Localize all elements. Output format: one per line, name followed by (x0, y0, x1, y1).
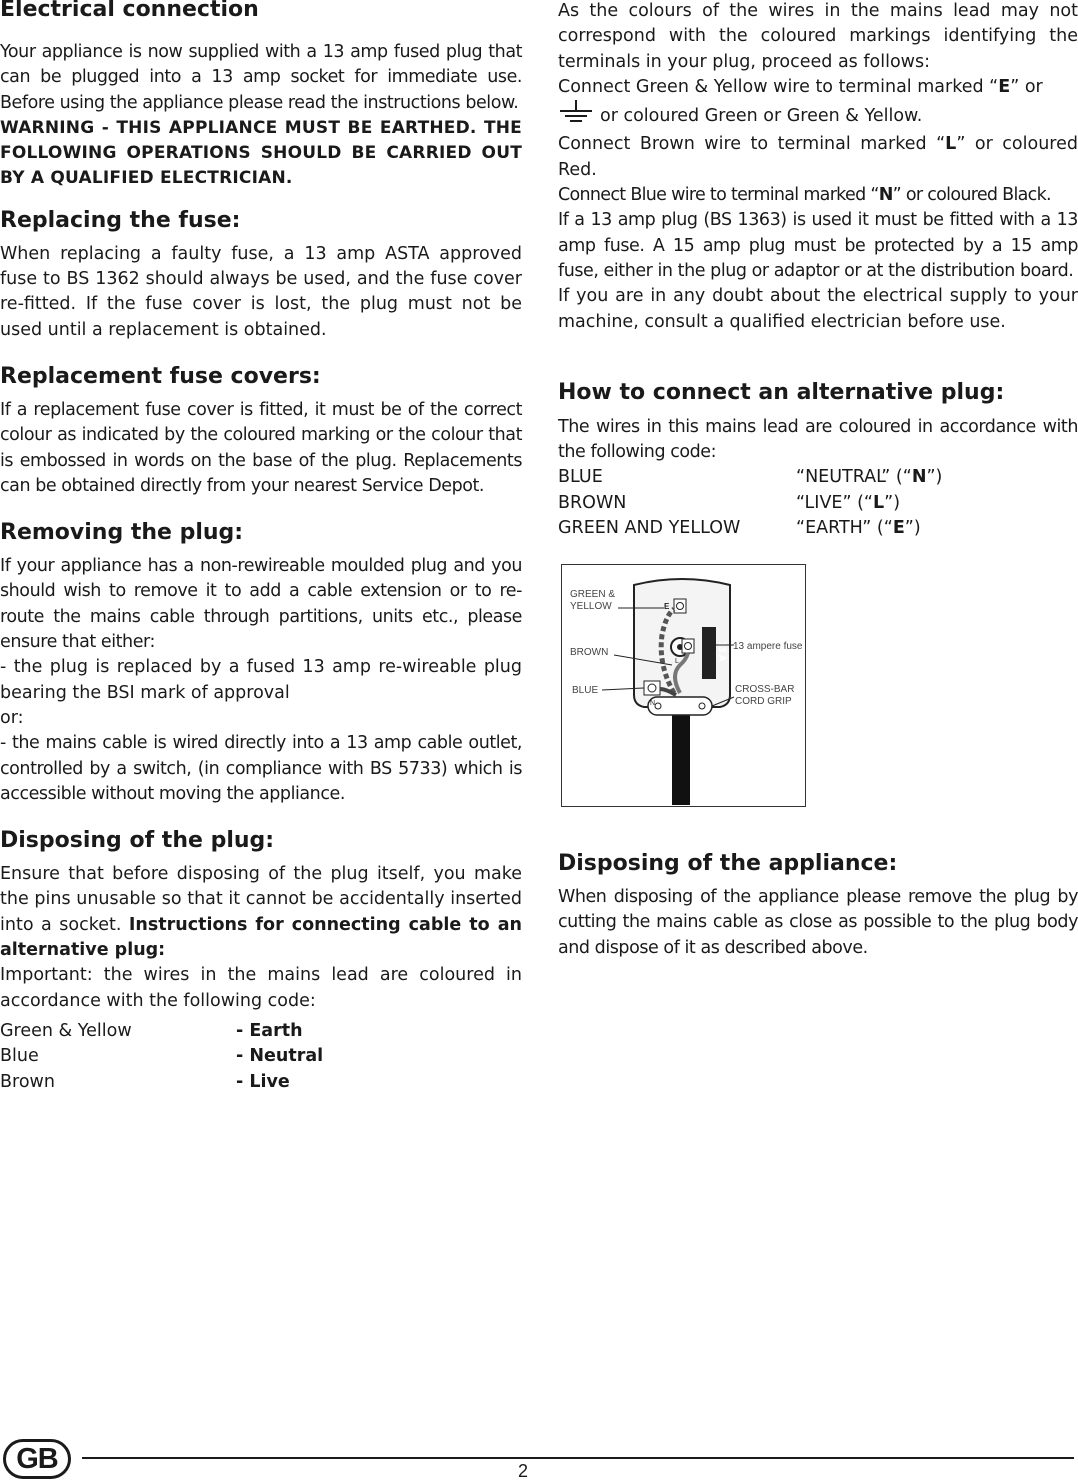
brown-label: BROWN (570, 647, 609, 658)
removing-plug-text-1: If your appliance has a non-rewireable moulded plug and you should wish to remove it to add a cable extension or to re-route the mains cable through partitions, units etc., please ensure that either: (0, 556, 522, 653)
right-column (558, 0, 1078, 541)
wire-code-row: Brown - Live (0, 1071, 290, 1092)
disposing-appliance-section (558, 851, 1078, 961)
removing-plug-text-2: - the plug is replaced by a fused 13 amp re-wireable plug bearing the BSI mark of approval (0, 657, 522, 703)
country-badge: GB (3, 1439, 71, 1479)
disposing-plug-heading: Disposing of the plug: (0, 828, 275, 854)
page-number: 2 (518, 1461, 529, 1481)
fuse-covers-text: If a replacement fuse cover is fitted, it must be of the correct colour as indicated by the coloured marking or the colour that is embossed in words on the base of the plug. Replacements can be obtained directly from your nearest Service Depot. (0, 399, 522, 496)
removing-plug-text-4: - the mains cable is wired directly into a 13 amp cable outlet, controlled by a switch, (in compliance with BS 5733) which is accessible without moving the appliance. (0, 733, 522, 804)
plug-13-amp-text: If a 13 amp plug (BS 1363) is used it must be fitted with a 13 amp fuse. A 15 amp plug must be protected by a 15 amp fuse, either in the plug or adaptor or at the distribution board. (558, 210, 1078, 281)
green-yellow-instruction: Connect Green & Yellow wire to terminal marked “E” or or coloured Green or Green & Yellow. (558, 75, 1078, 133)
disposing-appliance-text: When disposing of the appliance please remove the plug by cutting the mains cable as close as possible to the plug body and dispose of it as described above. (558, 887, 1078, 958)
green-yellow-label: GREEN & (570, 589, 616, 600)
replacing-fuse-heading: Replacing the fuse: (0, 207, 241, 233)
neutral-terminal (644, 681, 660, 695)
cord-grip-label: CORD GRIP (735, 696, 792, 707)
colour-intro-text: As the colours of the wires in the mains lead may not correspond with the coloured markings identifying the terminals in your plug, proceed as follows: (558, 1, 1078, 72)
alternative-code-row: GREEN AND YELLOW “EARTH” (“E”) (558, 518, 921, 539)
fuse (702, 627, 716, 679)
alternative-plug-text: The wires in this mains lead are coloured in accordance with the following code: (558, 416, 1078, 463)
blue-instruction: Connect Blue wire to terminal marked “N” or coloured Black. (558, 185, 1051, 206)
footer-rule (82, 1457, 1074, 1459)
electrical-connection-heading: Electrical connection (0, 0, 259, 22)
disposing-plug-text-2: Important: the wires in the mains lead are coloured in accordance with the following code: (0, 965, 522, 1011)
electrical-intro-text: Your appliance is now supplied with a 13 amp fused plug that can be plugged into a 13 amp socket for immediate use. Before using the appliance please read the instructions below. (0, 42, 522, 113)
earth-terminal (674, 599, 686, 613)
blue-label: BLUE (572, 685, 599, 696)
terminal-n-label: N (650, 700, 656, 707)
alternative-code-row: BLUE “NEUTRAL” (“N”) (558, 467, 943, 488)
removing-plug-text-3: or: (0, 707, 24, 728)
brown-instruction: Connect Brown wire to terminal marked “L” or coloured Red. (558, 134, 1078, 180)
doubt-text: If you are in any doubt about the electrical supply to your machine, consult a qualified electrician before use. (558, 286, 1078, 332)
fuse-marking: 13 A (716, 641, 727, 662)
wire-code-row: Blue - Neutral (0, 1046, 324, 1067)
disposing-appliance-heading: Disposing of the appliance: (558, 851, 898, 876)
live-terminal (682, 639, 694, 653)
fuse-covers-heading: Replacement fuse covers: (0, 363, 321, 389)
replacing-fuse-text: When replacing a faulty fuse, a 13 amp ASTA approved fuse to BS 1362 should always be used, and the fuse cover re-fitted. If the fuse cover is lost, the plug must not be used until a replacement is obtained. (0, 243, 522, 340)
fuse-label: 13 ampere fuse (733, 641, 803, 652)
cross-bar-label: CROSS-BAR (735, 684, 795, 695)
terminal-e-label: E (664, 602, 670, 611)
cord-grip (648, 697, 712, 715)
alternative-plug-heading: How to connect an alternative plug: (558, 379, 1005, 405)
disposing-plug-text-1: Ensure that before disposing of the plug itself, you make the pins unusable so that it cannot be accidentally inserted into a socket. Instructions for connecting cable to an alternative plug: (0, 864, 522, 961)
wire-code-list (0, 1019, 522, 1095)
earth-symbol-icon (558, 100, 594, 132)
terminal-l-label: L (675, 658, 679, 665)
left-column (0, 0, 522, 1095)
alternative-code-list (558, 465, 1078, 541)
warning-text: WARNING - THIS APPLIANCE MUST BE EARTHED. THE FOLLOWING OPERATIONS SHOULD BE CARRIED OUT BY A QUALIFIED ELECTRICIAN. (0, 117, 522, 189)
plug-wiring-diagram (561, 564, 806, 807)
plug-wiring-svg (562, 565, 804, 805)
green-yellow-label: YELLOW (570, 601, 612, 612)
alternative-code-row: BROWN “LIVE” (“L”) (558, 492, 901, 513)
wire-code-row: Green & Yellow - Earth (0, 1020, 303, 1041)
removing-plug-heading: Removing the plug: (0, 520, 244, 546)
